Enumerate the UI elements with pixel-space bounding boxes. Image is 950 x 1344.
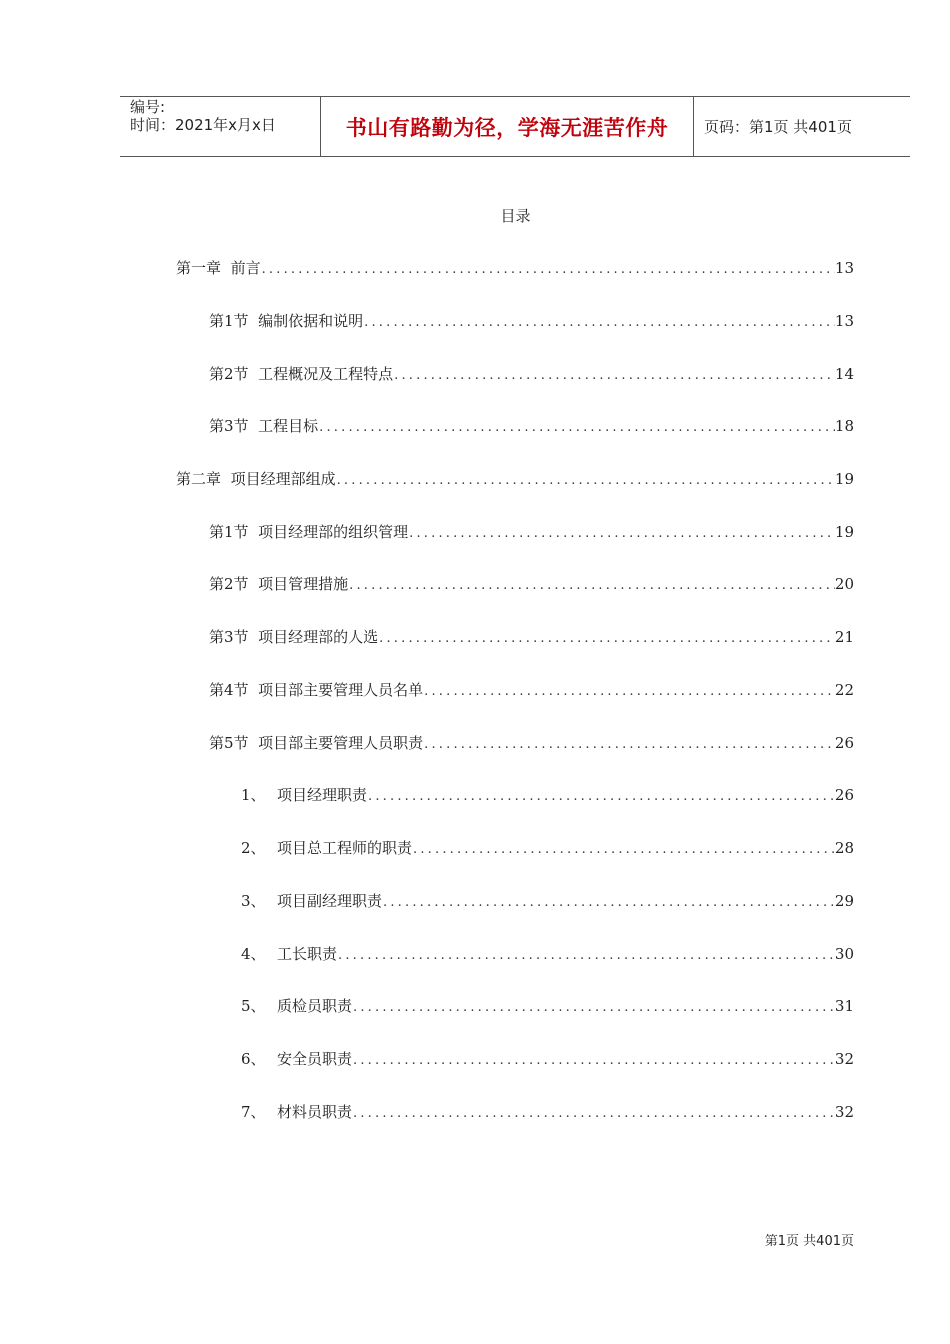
toc-entry-label: 第1节 项目经理部的组织管理 <box>209 523 409 541</box>
toc-page-number: 14 <box>834 365 854 383</box>
toc-entry-label: 第一章 前言 <box>176 259 261 277</box>
toc-dot-leader <box>352 1050 835 1072</box>
toc-entry-label: 第3节 工程目标 <box>209 417 319 435</box>
toc-entry-label: 第2节 项目管理措施 <box>209 575 349 593</box>
document-number-label: 编号: <box>130 98 166 116</box>
toc-page-number: 18 <box>834 417 854 435</box>
toc-entry-label: 4、 工长职责 <box>241 945 338 963</box>
toc-entry[interactable] <box>209 363 854 385</box>
toc-entry[interactable] <box>209 679 854 701</box>
toc-page-number: 22 <box>834 681 854 699</box>
toc-entry[interactable] <box>209 732 854 754</box>
toc-entry-label: 第1节 编制依据和说明 <box>209 312 364 330</box>
toc-dot-leader <box>378 628 835 650</box>
toc-entry-label: 2、 项目总工程师的职责 <box>241 839 413 857</box>
toc-dot-leader <box>352 1103 835 1125</box>
toc-entry[interactable] <box>209 415 854 437</box>
toc-entry[interactable] <box>241 837 854 859</box>
toc-entry[interactable] <box>209 310 854 332</box>
toc-entry-label: 第二章 项目经理部组成 <box>176 470 336 488</box>
toc-page-number: 29 <box>834 892 854 910</box>
toc-entry[interactable] <box>209 521 854 543</box>
toc-dot-leader <box>393 365 835 387</box>
toc-dot-leader <box>318 417 835 439</box>
header-page-number: 页码：第1页 共401页 <box>704 118 852 136</box>
toc-entry-label: 7、 材料员职责 <box>241 1103 353 1121</box>
toc-dot-leader <box>363 312 835 334</box>
toc-page-number: 19 <box>834 523 854 541</box>
toc-page-number: 32 <box>834 1050 854 1068</box>
toc-dot-leader <box>382 892 835 914</box>
toc-entry-label: 第4节 项目部主要管理人员名单 <box>209 681 424 699</box>
toc-entry[interactable] <box>209 626 854 648</box>
toc-dot-leader <box>336 470 835 492</box>
toc-page-number: 30 <box>834 945 854 963</box>
toc-dot-leader <box>367 786 835 808</box>
toc-entry[interactable] <box>241 995 854 1017</box>
toc-entry-label: 5、 质检员职责 <box>241 997 353 1015</box>
toc-entry[interactable] <box>176 257 854 279</box>
toc-entry-label: 第5节 项目部主要管理人员职责 <box>209 734 424 752</box>
toc-page-number: 20 <box>834 575 854 593</box>
document-date-label: 时间：2021年x月x日 <box>130 116 276 134</box>
toc-dot-leader <box>423 681 835 703</box>
toc-entry-label: 1、 项目经理职责 <box>241 786 368 804</box>
toc-dot-leader <box>348 575 835 597</box>
toc-page-number: 32 <box>834 1103 854 1121</box>
toc-entry-label: 3、 项目副经理职责 <box>241 892 383 910</box>
toc-page-number: 19 <box>834 470 854 488</box>
toc-entry[interactable] <box>209 573 854 595</box>
toc-entry[interactable] <box>241 890 854 912</box>
toc-dot-leader <box>423 734 835 756</box>
toc-entry-label: 第3节 项目经理部的人选 <box>209 628 379 646</box>
toc-title: 目录 <box>500 207 531 225</box>
toc-entry[interactable] <box>241 943 854 965</box>
toc-dot-leader <box>337 945 835 967</box>
toc-entry-label: 第2节 工程概况及工程特点 <box>209 365 394 383</box>
toc-page-number: 26 <box>834 786 854 804</box>
toc-entry[interactable] <box>241 784 854 806</box>
toc-entry[interactable] <box>241 1048 854 1070</box>
toc-dot-leader <box>261 259 835 281</box>
toc-page-number: 13 <box>834 312 854 330</box>
toc-entry-label: 6、 安全员职责 <box>241 1050 353 1068</box>
toc-page-number: 26 <box>834 734 854 752</box>
header-motto: 书山有路勤为径，学海无涯苦作舟 <box>321 97 694 156</box>
toc-page-number: 28 <box>834 839 854 857</box>
toc-page-number: 13 <box>834 259 854 277</box>
toc-page-number: 21 <box>834 628 854 646</box>
toc-dot-leader <box>408 523 835 545</box>
toc-page-number: 31 <box>834 997 854 1015</box>
toc-entry[interactable] <box>176 468 854 490</box>
toc-dot-leader <box>352 997 835 1019</box>
toc-dot-leader <box>412 839 835 861</box>
toc-entry[interactable] <box>241 1101 854 1123</box>
page-footer-number: 第1页 共401页 <box>764 1234 854 1249</box>
